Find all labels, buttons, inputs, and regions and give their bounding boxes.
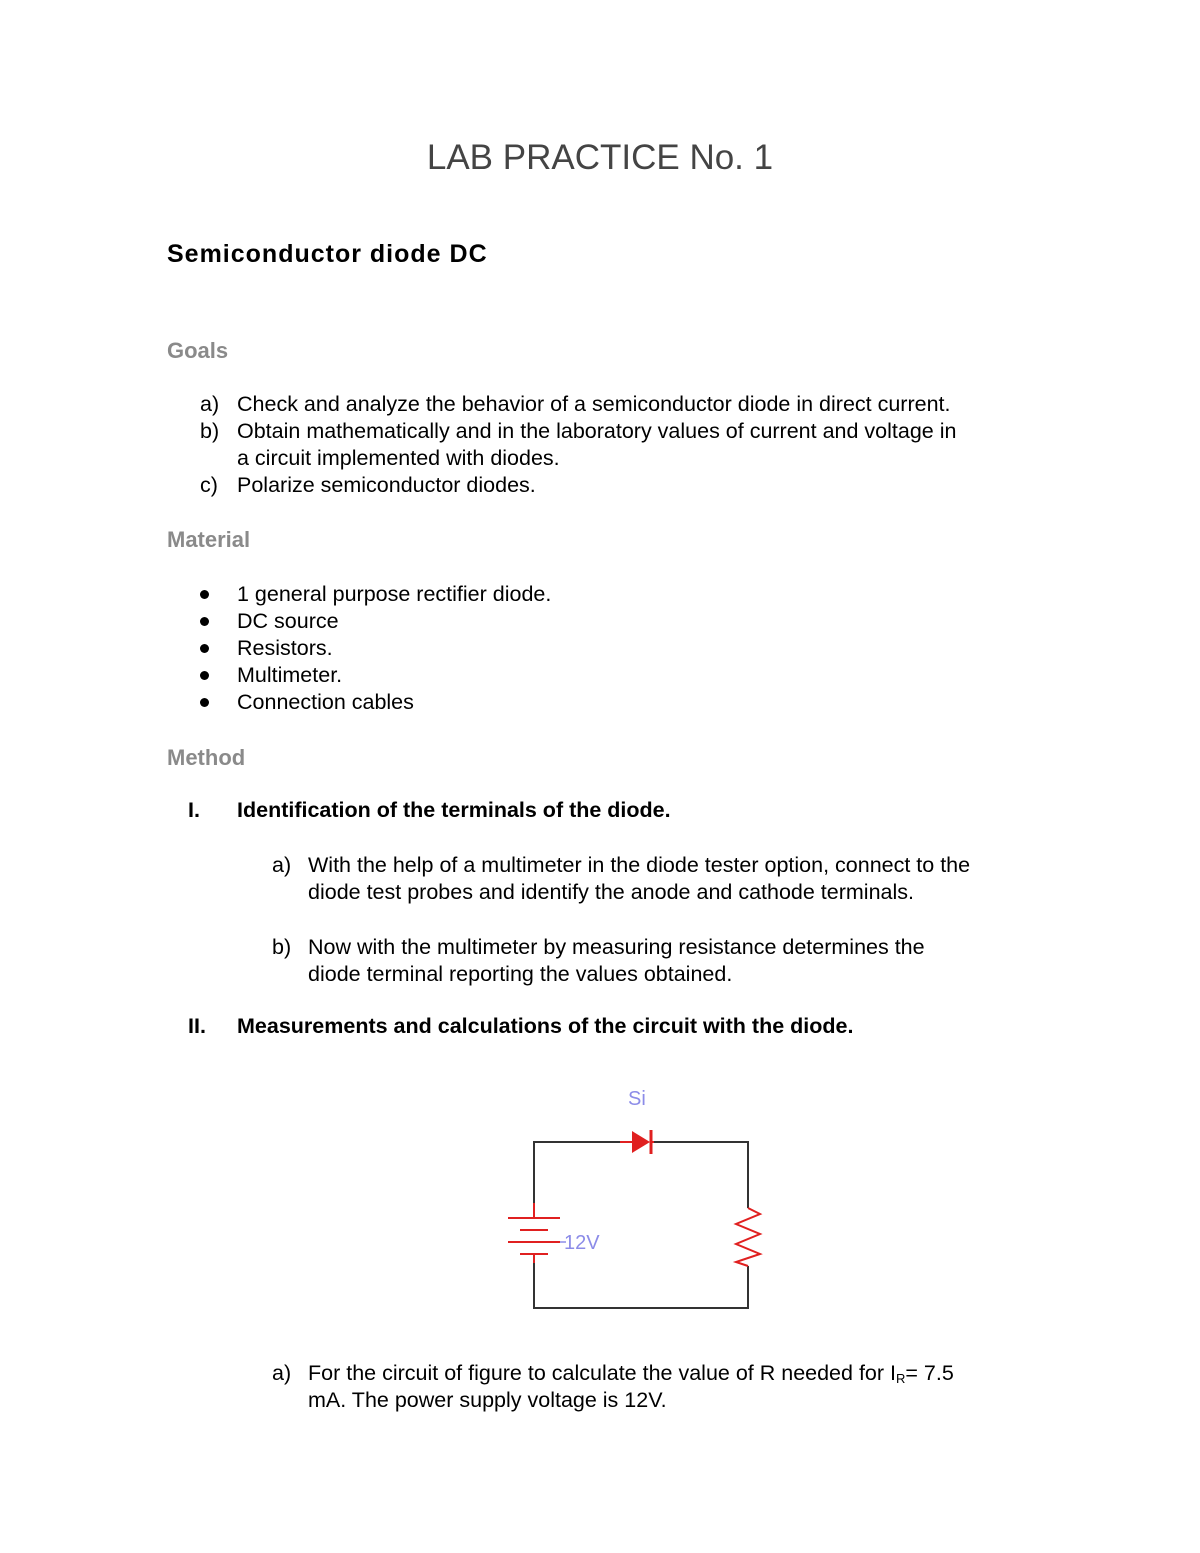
step-1b-line1: Now with the multimeter by measuring resistance determines the <box>308 935 925 959</box>
goals-heading: Goals <box>167 338 229 363</box>
step-1b-marker: b) <box>272 935 292 959</box>
bullet-icon <box>200 671 209 680</box>
bullet-icon <box>200 590 209 599</box>
bullet-icon <box>200 644 209 653</box>
material-item: 1 general purpose rectifier diode. <box>237 582 552 606</box>
diode-icon <box>620 1130 654 1154</box>
goal-a-text: Check and analyze the behavior of a semiconductor diode in direct current. <box>237 392 951 416</box>
step-2a-line1-post: = 7.5 <box>905 1361 954 1385</box>
step-1a-line2: diode test probes and identify the anode and cathode terminals. <box>308 880 914 904</box>
method-heading: Method <box>167 745 246 770</box>
step-2a-line2: mA. The power supply voltage is 12V. <box>308 1388 667 1412</box>
step-1a-line1: With the help of a multimeter in the diode tester option, connect to the <box>308 853 971 877</box>
step-2a-line1-pre: For the circuit of figure to calculate the value of R needed for I <box>308 1361 896 1385</box>
material-heading: Material <box>167 527 251 552</box>
material-item: Multimeter. <box>237 663 343 687</box>
section-2-numeral: II. <box>188 1014 206 1038</box>
section-2-title: Measurements and calculations of the circuit with the diode. <box>237 1014 854 1038</box>
section-1-numeral: I. <box>188 798 200 822</box>
battery-icon <box>508 1203 560 1263</box>
bullet-icon <box>200 617 209 626</box>
goal-b-text-cont: a circuit implemented with diodes. <box>237 446 560 470</box>
diode-label: Si <box>628 1088 646 1110</box>
resistor-icon <box>736 1208 760 1266</box>
step-1b-line2: diode terminal reporting the values obtained. <box>308 962 733 986</box>
goal-c-text: Polarize semiconductor diodes. <box>237 473 536 497</box>
circuit-diagram <box>490 1080 790 1320</box>
source-label: 12V <box>564 1232 600 1254</box>
goal-a-marker: a) <box>200 392 220 416</box>
goal-b-marker: b) <box>200 419 220 443</box>
section-1-title: Identification of the terminals of the diode. <box>237 798 671 822</box>
material-item: DC source <box>237 609 339 633</box>
material-item: Connection cables <box>237 690 414 714</box>
step-2a-marker: a) <box>272 1361 292 1385</box>
goal-b-text: Obtain mathematically and in the laboratory values of current and voltage in <box>237 419 957 443</box>
bullet-icon <box>200 698 209 707</box>
page-title: LAB PRACTICE No. 1 <box>426 138 774 177</box>
step-1a-marker: a) <box>272 853 292 877</box>
goal-c-marker: c) <box>200 473 218 497</box>
circuit-wires <box>534 1142 748 1308</box>
subtitle: Semiconductor diode DC <box>167 240 488 268</box>
step-2a-line1-sub: R <box>896 1371 906 1386</box>
material-item: Resistors. <box>237 636 333 660</box>
